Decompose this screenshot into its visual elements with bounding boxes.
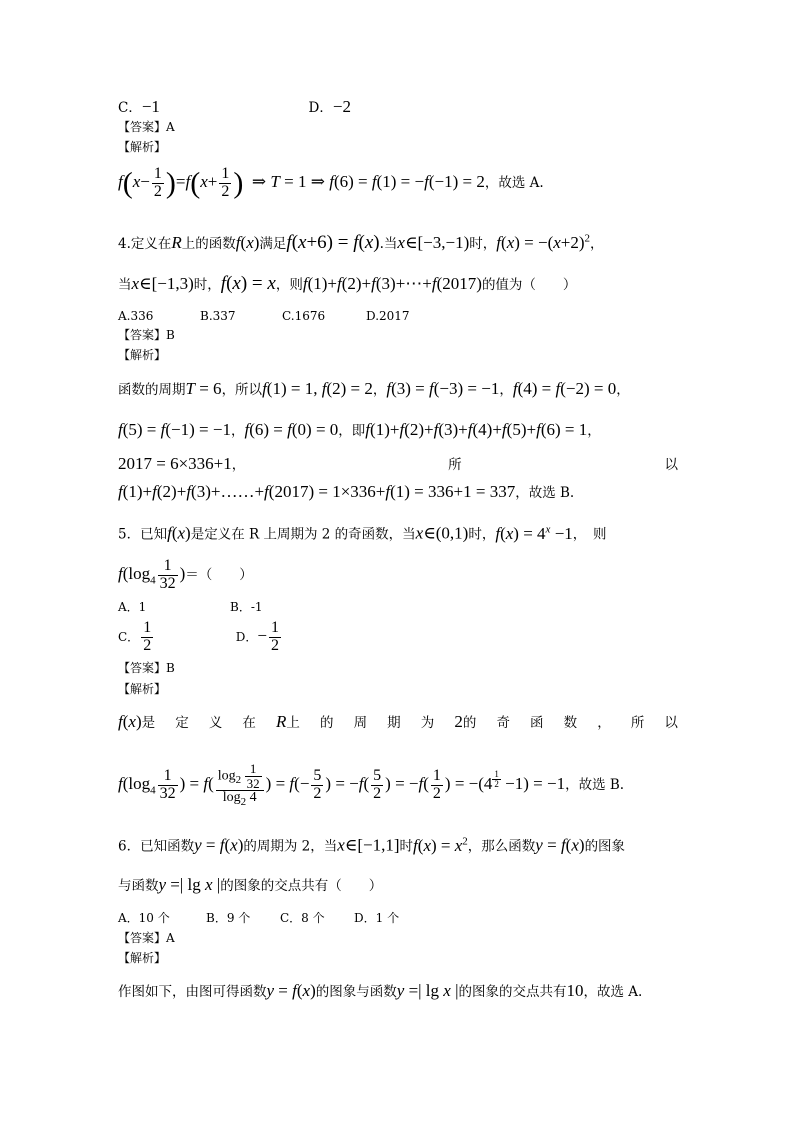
q4-analysis-label: 【解析】	[118, 348, 167, 362]
q3-option-c-value: −1	[141, 97, 160, 116]
fraction: $\frac{1}{2}$	[271, 619, 279, 654]
fraction: $\frac{1}{32}$	[159, 557, 176, 592]
q4-option-b: B.337	[200, 309, 236, 323]
q3-analysis-label: 【解析】	[118, 140, 167, 154]
q3-option-d-label: D．	[308, 100, 333, 116]
q3-option-d-value: −2	[332, 97, 351, 116]
fraction: $\frac{1}{2}$	[221, 165, 230, 200]
q4-options	[118, 310, 410, 322]
q6-solution: 作图如下，由图可得函数y = f(x)的图象与函数y =| lg x |的图象的交点共有10，故选 A.	[118, 981, 643, 1000]
fraction: $\frac{1}{2}$	[143, 619, 152, 654]
q6-answer: 【答案】A	[118, 931, 175, 945]
q6-stem-line2: 与函数y =| lg x |的图象的交点共有（ ）	[118, 875, 383, 894]
fraction: $\frac{5}{2}$	[373, 767, 382, 802]
q4-solution-line4: f(1)+f(2)+f(3)+……+f(2017) = 1×336+f(1) = 336+1 = 337，故选 B.	[118, 482, 575, 501]
fraction: $\frac{1}{2}$	[153, 165, 162, 200]
q3-solution: f(x− $\frac{1}{2}$ )=f(x+ $\frac{1}{2}$ ) ⇒ T = 1 ⇒ f(6) = f(1) = −f(−1) = 2，故选 A.	[118, 165, 544, 200]
q5-solution-line2: $f(\log_4$ $\frac{1}{32}$ ) = f( $\log_2$ $\frac{1}{32}$ $\log_2 4$ ) = f(− $\frac{5}{2}$ ) = −f( $\frac{5}{2}$ ) = −f( $\frac{1}{2}$ ) = −(4 $^{\frac{1}{2}}$ −1) = −1，故选 B.	[118, 761, 625, 809]
q5-option-b: B．-1	[230, 600, 263, 614]
q4-option-d: D.2017	[366, 309, 410, 323]
q5-option-c-label: C．	[118, 629, 140, 644]
q3-option-c-label: C．	[118, 100, 142, 116]
q3-solution-tail: ，故选 A.	[484, 174, 544, 191]
q5-solution-line1: f(x)是 定 义 在 R上 的 周 期 为 2的 奇 函 数 ， 所 以	[118, 712, 678, 731]
q5-answer: 【答案】B	[118, 661, 175, 675]
fraction: $\frac{1}{2}$	[432, 767, 441, 802]
q4-stem-line1: 4.定义在R上的函数f(x)满足f(x+6) = f(x).当x∈[−3,−1)时，$f(x) = -(x+2)^2$，	[118, 232, 604, 253]
q4-option-c: C.1676	[282, 309, 326, 323]
q5-option-a: A．1	[118, 600, 147, 614]
q4-answer: 【答案】B	[118, 328, 175, 342]
q4-solution-line1: 函数的周期T = 6，所以f(1) = 1, f(2) = 2，f(3) = f(−3) = −1，f(4) = f(−2) = 0，	[118, 379, 630, 398]
q6-options	[118, 912, 399, 924]
fraction: $\frac{1}{32}$	[159, 767, 176, 802]
q4-option-a: A.336	[118, 309, 154, 323]
q6-option-c: C．8 个	[280, 911, 325, 925]
q6-option-b: B．9 个	[206, 911, 251, 925]
q4-stem-line2: 当x∈[−1,3)时，f(x) = x，则f(1)+f(2)+f(3)+⋯+f(2017)的值为（ ）	[118, 273, 577, 294]
q5-options-ab	[118, 601, 263, 613]
q5-option-d-label: D．	[235, 629, 258, 644]
q4-solution-line2: f(5) = f(−1) = −1，f(6) = f(0) = 0，即f(1)+f(2)+f(3)+f(4)+f(5)+f(6) = 1，	[118, 420, 601, 439]
q5-stem-line2: $f(\log_4$ $\frac{1}{32}$ )＝（ ）	[118, 557, 253, 592]
q5-stem-line1: 5．已知f(x)是定义在 R 上周期为 2 的奇函数，当x∈(0,1)时，$f(x) = 4^x -1$， 则	[118, 523, 607, 543]
q5-options-cd: C． $\frac{1}{2}$ D．− $\frac{1}{2}$	[118, 619, 279, 654]
q6-option-d: D．1 个	[354, 911, 400, 925]
q4-solution-line3: 2017 = 6×336+1， 所 以	[118, 454, 678, 473]
q6-stem-line1: 6．已知函数y = f(x)的周期为 2，当x∈[−1,1]时$f(x) = x^2$，那么函数y = f(x)的图象	[118, 835, 626, 855]
fraction: $\frac{5}{2}$	[313, 767, 322, 802]
q6-analysis-label: 【解析】	[118, 951, 167, 965]
q6-option-a: A．10 个	[118, 911, 170, 925]
q3-answer: 【答案】A	[118, 120, 175, 134]
q5-analysis-label: 【解析】	[118, 682, 167, 696]
fraction: $\log_2$ $\frac{1}{32}$ $\log_2 4$	[216, 762, 264, 809]
q3-options	[118, 98, 351, 116]
